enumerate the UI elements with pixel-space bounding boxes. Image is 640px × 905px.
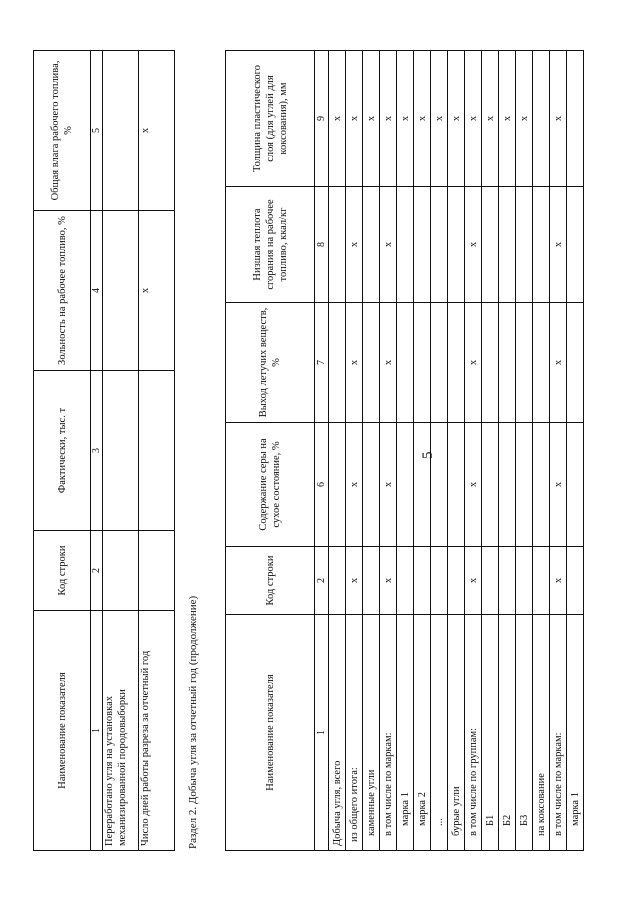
table-row: [346, 51, 363, 851]
t2-header-sulfur: Содержание серы на сухое состояние, %: [226, 423, 315, 547]
t2-cell-heat: [516, 187, 533, 303]
table1-column-numbers-row: [91, 51, 103, 851]
t2-cell-thickness: х: [414, 51, 431, 187]
t1-header-code: Код строки: [34, 531, 91, 611]
t2-cell-heat: [363, 187, 380, 303]
t2-cell-code: [499, 547, 516, 615]
t2-header-heat: Низшая теплота сгорания на рабочее топливо, ккал/кг: [226, 187, 315, 303]
t2-cell-code: х: [346, 547, 363, 615]
t2-cell-name: из общего итога:: [346, 615, 363, 851]
t2-cell-sulfur: х: [380, 423, 397, 547]
t1-header-name: Наименование показателя: [34, 611, 91, 851]
t2-cell-volatile: [533, 303, 550, 423]
table-row: [465, 51, 482, 851]
t2-cell-thickness: х: [465, 51, 482, 187]
t2-cell-thickness: х: [516, 51, 533, 187]
table-row: [414, 51, 431, 851]
table1-header-row: [34, 51, 91, 851]
t2-cell-volatile: х: [550, 303, 567, 423]
t1-cell-code: [139, 531, 175, 611]
t2-colnum: 7: [315, 303, 329, 423]
t2-cell-code: [448, 547, 465, 615]
table-row: [499, 51, 516, 851]
table-row: [363, 51, 380, 851]
t2-cell-volatile: [431, 303, 448, 423]
table2-header-row: [226, 51, 315, 851]
t2-cell-sulfur: [431, 423, 448, 547]
t2-cell-heat: х: [465, 187, 482, 303]
t1-cell-code: [103, 531, 139, 611]
t2-cell-sulfur: х: [550, 423, 567, 547]
t1-header-fact: Фактически, тыс. т: [34, 371, 91, 531]
t1-cell-ash: х: [139, 211, 175, 371]
t1-colnum: 4: [91, 211, 103, 371]
section-caption: Раздел 2. Добыча угля за отчетный год (продолжение): [187, 595, 199, 849]
table-row: [533, 51, 550, 851]
table-production-summary: [33, 50, 175, 851]
t2-cell-sulfur: [482, 423, 499, 547]
table-row: [431, 51, 448, 851]
t2-cell-thickness: х: [397, 51, 414, 187]
t2-cell-sulfur: [516, 423, 533, 547]
t2-cell-thickness: х: [482, 51, 499, 187]
t1-cell-moisture: [103, 51, 139, 211]
t1-cell-name: Переработано угля на установках механизированной породовыборки: [103, 611, 139, 851]
table2-column-numbers-row: [315, 51, 329, 851]
t2-cell-heat: [329, 187, 346, 303]
t2-cell-name: марка 1: [567, 615, 584, 851]
t2-cell-code: х: [380, 547, 397, 615]
t2-cell-sulfur: [397, 423, 414, 547]
t1-colnum: 2: [91, 531, 103, 611]
t2-cell-code: [567, 547, 584, 615]
table-row: [380, 51, 397, 851]
t2-cell-volatile: [397, 303, 414, 423]
t2-cell-name: Добыча угля, всего: [329, 615, 346, 851]
t2-cell-volatile: [499, 303, 516, 423]
t1-cell-moisture: х: [139, 51, 175, 211]
t2-cell-heat: [499, 187, 516, 303]
t1-colnum: 1: [91, 611, 103, 851]
t2-cell-volatile: [567, 303, 584, 423]
t2-cell-code: [431, 547, 448, 615]
t2-cell-sulfur: х: [346, 423, 363, 547]
t2-cell-heat: [482, 187, 499, 303]
t1-cell-ash: [103, 211, 139, 371]
t2-cell-volatile: [448, 303, 465, 423]
t2-cell-volatile: х: [346, 303, 363, 423]
t2-cell-heat: х: [346, 187, 363, 303]
t2-cell-heat: [431, 187, 448, 303]
t2-cell-name: Б3: [516, 615, 533, 851]
t2-header-thickness: Толщина пластического слоя (для углей для коксования), мм: [226, 51, 315, 187]
t2-cell-name: в том числе по группам:: [465, 615, 482, 851]
t2-header-code: Код строки: [226, 547, 315, 615]
t2-colnum: 9: [315, 51, 329, 187]
t2-cell-name: ...: [431, 615, 448, 851]
t2-cell-code: х: [550, 547, 567, 615]
t2-cell-name: в том числе по маркам:: [380, 615, 397, 851]
table-row: [329, 51, 346, 851]
t2-cell-volatile: [482, 303, 499, 423]
t2-cell-thickness: [567, 51, 584, 187]
t2-cell-name: Б2: [499, 615, 516, 851]
t2-cell-code: [533, 547, 550, 615]
t2-cell-thickness: х: [550, 51, 567, 187]
t2-cell-heat: [414, 187, 431, 303]
t2-cell-name: марка 1: [397, 615, 414, 851]
t2-colnum: 2: [315, 547, 329, 615]
t2-cell-sulfur: [363, 423, 380, 547]
t2-cell-thickness: х: [431, 51, 448, 187]
t2-cell-heat: [448, 187, 465, 303]
t1-header-moisture: Общая влага рабочего топлива, %: [34, 51, 91, 211]
t2-cell-thickness: х: [499, 51, 516, 187]
t2-cell-volatile: [329, 303, 346, 423]
t2-cell-code: [414, 547, 431, 615]
t2-cell-volatile: [516, 303, 533, 423]
t2-cell-sulfur: х: [465, 423, 482, 547]
t2-cell-name: Б1: [482, 615, 499, 851]
t2-cell-code: [516, 547, 533, 615]
t2-cell-volatile: [363, 303, 380, 423]
t2-cell-heat: [567, 187, 584, 303]
t2-cell-thickness: х: [363, 51, 380, 187]
t2-colnum: 1: [315, 615, 329, 851]
t1-colnum: 5: [91, 51, 103, 211]
t2-cell-thickness: х: [380, 51, 397, 187]
t2-cell-name: бурые угли: [448, 615, 465, 851]
table-row: [139, 51, 175, 851]
t2-cell-code: [363, 547, 380, 615]
table-row: [516, 51, 533, 851]
t2-cell-code: [329, 547, 346, 615]
t2-cell-heat: [533, 187, 550, 303]
t2-cell-name: марка 2: [414, 615, 431, 851]
t2-colnum: 6: [315, 423, 329, 547]
table-row: [550, 51, 567, 851]
t2-cell-sulfur: [533, 423, 550, 547]
table-row: [103, 51, 139, 851]
t1-cell-fact: [103, 371, 139, 531]
t1-cell-name: Число дней работы разреза за отчетный год: [139, 611, 175, 851]
table-row: [567, 51, 584, 851]
t2-colnum: 8: [315, 187, 329, 303]
page-number: 5: [420, 451, 436, 459]
t2-cell-sulfur: [499, 423, 516, 547]
t1-cell-fact: [139, 371, 175, 531]
t2-header-volatile: Выход летучих веществ, %: [226, 303, 315, 423]
t2-cell-heat: х: [550, 187, 567, 303]
t2-cell-thickness: [533, 51, 550, 187]
t2-cell-name: в том числе по маркам:: [550, 615, 567, 851]
t2-cell-volatile: х: [380, 303, 397, 423]
t2-cell-name: каменные угли: [363, 615, 380, 851]
t2-cell-name: на коксование: [533, 615, 550, 851]
t2-cell-sulfur: [414, 423, 431, 547]
table-row: [482, 51, 499, 851]
t2-cell-heat: х: [380, 187, 397, 303]
t1-colnum: 3: [91, 371, 103, 531]
table-row: [448, 51, 465, 851]
t2-cell-volatile: [414, 303, 431, 423]
t2-cell-thickness: х: [346, 51, 363, 187]
t2-cell-sulfur: [448, 423, 465, 547]
t2-cell-code: [482, 547, 499, 615]
t2-cell-volatile: х: [465, 303, 482, 423]
t2-cell-thickness: х: [329, 51, 346, 187]
t1-header-ash: Зольность на рабочее топливо, %: [34, 211, 91, 371]
t2-cell-thickness: х: [448, 51, 465, 187]
t2-cell-sulfur: [567, 423, 584, 547]
t2-cell-heat: [397, 187, 414, 303]
table-row: [397, 51, 414, 851]
t2-header-name: Наименование показателя: [226, 615, 315, 851]
t2-cell-sulfur: [329, 423, 346, 547]
t2-cell-code: [397, 547, 414, 615]
table-coal-quality: [225, 50, 584, 851]
t2-cell-code: х: [465, 547, 482, 615]
